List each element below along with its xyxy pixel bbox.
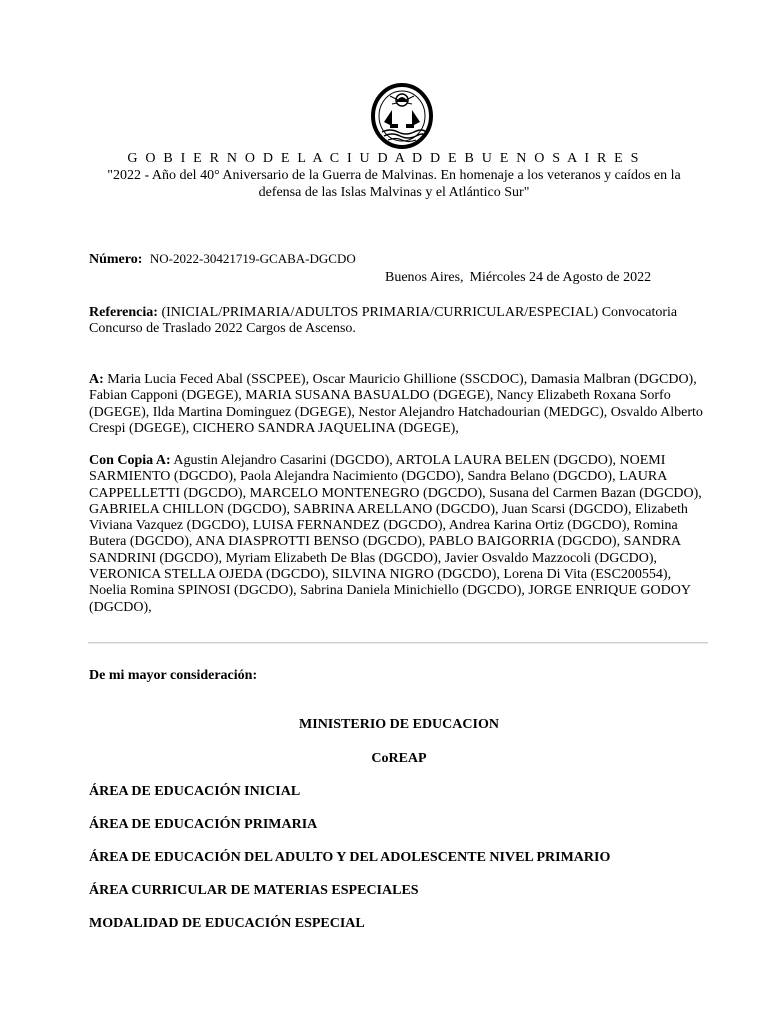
area-heading: ÁREA DE EDUCACIÓN INICIAL bbox=[89, 784, 301, 799]
con-copia-label: Con Copia A: bbox=[89, 453, 171, 468]
motto-line-2: defensa de las Islas Malvinas y el Atlántico Sur" bbox=[258, 185, 530, 200]
numero-value: NO-2022-30421719-GCABA-DGCDO bbox=[149, 251, 356, 266]
divider bbox=[88, 642, 708, 644]
numero-label: Número: bbox=[89, 252, 143, 267]
city-seal-icon bbox=[370, 82, 434, 150]
area-heading: ÁREA DE EDUCACIÓN PRIMARIA bbox=[89, 817, 318, 832]
salutation: De mi mayor consideración: bbox=[89, 668, 258, 683]
coreap-heading: CoREAP bbox=[371, 751, 427, 766]
con-copia-paragraph bbox=[89, 453, 709, 616]
area-heading: MODALIDAD DE EDUCACIÓN ESPECIAL bbox=[89, 916, 365, 931]
date: Miércoles 24 de Agosto de 2022 bbox=[469, 270, 652, 285]
referencia-paragraph bbox=[89, 305, 709, 338]
place: Buenos Aires, bbox=[385, 270, 464, 285]
ministry-heading: MINISTERIO DE EDUCACION bbox=[299, 717, 499, 732]
con-copia-text: Agustin Alejandro Casarini (DGCDO), ARTOLA LAURA BELEN (DGCDO), NOEMI SARMIENTO (DGCDO), Paola Alejandra Nacimiento (DGCDO), Sandra Belano (DGCDO), LAURA CAPPELLETTI (DGCDO), MARCELO MONTENEGRO (DGCDO), Susana del Carmen Bazan (DGCDO), GABRIELA CHILLON (DGCDO), SABRINA ARELLANO (DGCDO), Juan Scarsi (DGCDO), Elizabeth Viviana Vazquez (DGCDO), LUISA FERNANDEZ (DGCDO), Andrea Karina Ortiz (DGCDO), Romina Butera (DGCDO), ANA DIASPROTTI BENSO (DGCDO), PABLO BAIGORRIA (DGCDO), SANDRA SANDRINI (DGCDO), Myriam Elizabeth De Blas (DGCDO), Javier Osvaldo Mazzocoli (DGCDO), VERONICA STELLA OJEDA (DGCDO), SILVINA NIGRO (DGCDO), Lorena Di Vita (ESC200554), Noelia Romina SPINOSI (DGCDO), Sabrina Daniela Minichiello (DGCDO), JORGE ENRIQUE GODOY (DGCDO), bbox=[89, 453, 702, 615]
year-motto bbox=[90, 167, 698, 201]
referencia-text: (INICIAL/PRIMARIA/ADULTOS PRIMARIA/CURRICULAR/ESPECIAL) Convocatoria Concurso de Traslado 2022 Cargos de Ascenso. bbox=[89, 305, 678, 337]
destinatarios-paragraph bbox=[89, 372, 709, 437]
referencia-label: Referencia: bbox=[89, 305, 158, 320]
numero-row bbox=[89, 251, 356, 268]
motto-line-1: "2022 - Año del 40° Aniversario de la Guerra de Malvinas. En homenaje a los veteranos y caídos en la bbox=[107, 168, 681, 183]
destinatarios-label: A: bbox=[89, 372, 104, 387]
area-heading: ÁREA DE EDUCACIÓN DEL ADULTO Y DEL ADOLESCENTE NIVEL PRIMARIO bbox=[89, 850, 611, 865]
area-heading: ÁREA CURRICULAR DE MATERIAS ESPECIALES bbox=[89, 883, 419, 898]
date-row bbox=[385, 270, 651, 286]
destinatarios-text: Maria Lucia Feced Abal (SSCPEE), Oscar Mauricio Ghillione (SSCDOC), Damasia Malbran (DGCDO), Fabian Capponi (DGEGE), MARIA SUSANA BASUALDO (DGEGE), Nancy Elizabeth Roxana Sorfo (DGEGE), Ilda Martina Dominguez (DGEGE), Nestor Alejandro Hatchadourian (MEDGC), Osvaldo Alberto Crespi (DGEGE), CICHERO SANDRA JAQUELINA (DGEGE), bbox=[89, 372, 703, 436]
government-header: G O B I E R N O D E L A C I U D A D D E B U E N O S A I R E S bbox=[127, 151, 641, 166]
